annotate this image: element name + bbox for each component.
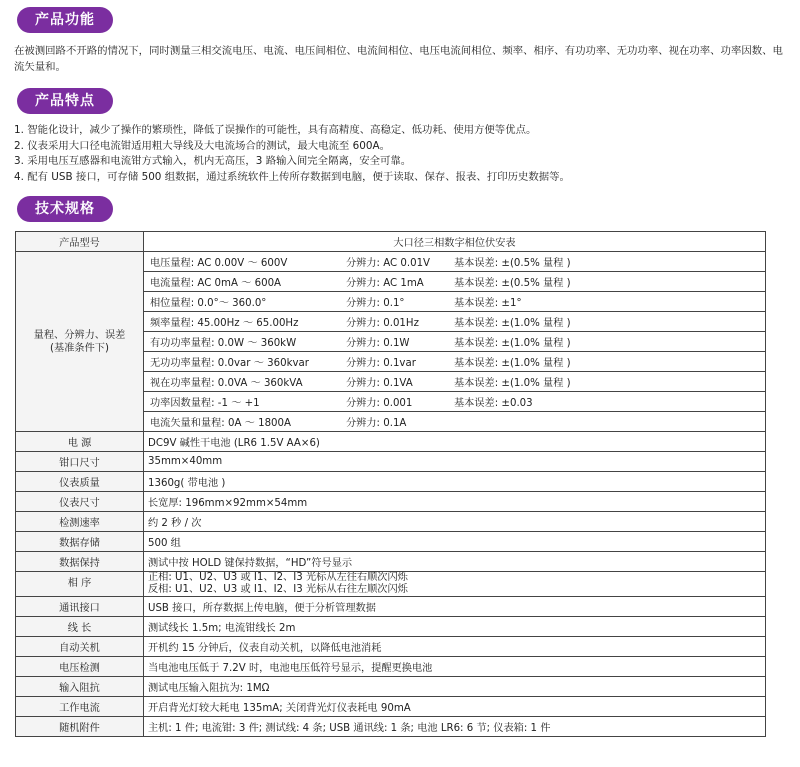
measurement-fields <box>150 272 761 291</box>
measurement-resolution: 分辨力: 0.1VA <box>346 378 413 389</box>
measurement-resolution: 分辨力: 0.1A <box>346 418 407 429</box>
spec-value: 测试线长 1.5m; 电流钳线长 2m <box>144 617 766 637</box>
spec-label: 自动关机 <box>16 637 144 657</box>
table-row <box>16 472 766 492</box>
spec-value: 测试电压输入阻抗为: 1MΩ <box>144 677 766 697</box>
feature-item: 3. 采用电压互感器和电流钳方式输入，机内无高压，3 路输入间完全隔离，安全可靠。 <box>14 155 412 167</box>
spec-value: USB 接口，所存数据上传电脑，便于分析管理数据 <box>144 597 766 617</box>
measurement-cell <box>144 312 766 332</box>
spec-value: 长宽厚: 196mm×92mm×54mm <box>144 492 766 512</box>
spec-label: 输入阻抗 <box>16 677 144 697</box>
phase-sequence-line: 正相: U1、U2、U3 或 I1、I2、I3 光标从左往右顺次闪烁 <box>148 572 408 583</box>
measurement-error: 基本误差: ±(1.0% 量程 ) <box>454 358 571 369</box>
spec-value: 约 2 秒 / 次 <box>144 512 766 532</box>
table-row <box>16 492 766 512</box>
spec-label: 工作电流 <box>16 697 144 717</box>
measurement-error: 基本误差: ±(0.5% 量程 ) <box>454 278 571 289</box>
measurement-resolution: 分辨力: 0.01Hz <box>346 318 419 329</box>
measurement-fields <box>150 372 761 391</box>
spec-table <box>15 231 766 737</box>
table-row <box>16 657 766 677</box>
spec-label: 线 长 <box>16 617 144 637</box>
measurement-cell <box>144 252 766 272</box>
features-list <box>14 123 786 185</box>
measurement-resolution: 分辨力: AC 1mA <box>346 278 424 289</box>
spec-label: 电压检测 <box>16 657 144 677</box>
measurement-row <box>16 252 766 272</box>
section-title-spec: 技术规格 <box>17 196 113 222</box>
measurement-cell <box>144 372 766 392</box>
table-row <box>16 717 766 737</box>
phase-sequence-value <box>144 572 766 597</box>
measurement-fields <box>150 352 761 371</box>
table-row <box>16 552 766 572</box>
spec-value: 当电池电压低于 7.2V 时，电池电压低符号显示，提醒更换电池 <box>144 657 766 677</box>
measurement-error: 基本误差: ±0.03 <box>454 398 533 409</box>
measurement-resolution: 分辨力: 0.001 <box>346 398 413 409</box>
spec-label: 钳口尺寸 <box>16 452 144 472</box>
phase-sequence-line: 反相: U1、U2、U3 或 I1、I2、I3 光标从右往左顺次闪烁 <box>148 584 408 595</box>
feature-item: 4. 配有 USB 接口，可存储 500 组数据，通过系统软件上传所存数据到电脑，便于读取、保存、报表、打印历史数据等。 <box>14 170 570 183</box>
section-title-function: 产品功能 <box>17 7 113 33</box>
measurement-resolution: 分辨力: 0.1W <box>346 338 410 349</box>
spec-value: 500 组 <box>144 532 766 552</box>
table-row <box>16 452 766 472</box>
table-row <box>16 512 766 532</box>
measurement-range: 视在功率量程: 0.0VA ～ 360kVA <box>150 378 303 389</box>
measurement-range: 电流矢量和量程: 0A ～ 1800A <box>150 418 291 429</box>
measurement-resolution: 分辨力: AC 0.01V <box>346 258 431 269</box>
spec-label: 数据存储 <box>16 532 144 552</box>
spec-value: 主机: 1 件; 电流钳: 3 件; 测试线: 4 条; USB 通讯线: 1 条; 电池 LR6: 6 节; 仪表箱: 1 件 <box>144 717 766 737</box>
spec-label: 检测速率 <box>16 512 144 532</box>
function-description: 在被测回路不开路的情况下，同时测量三相交流电压、电流、电压间相位、电流间相位、电压电流间相位、频率、相序、有功功率、无功功率、视在功率、功率因数、电流矢量和。 <box>14 45 783 73</box>
spec-label: 仪表质量 <box>16 472 144 492</box>
table-row <box>16 697 766 717</box>
measurement-range: 有功功率量程: 0.0W ～ 360kW <box>150 338 297 349</box>
measurement-cell <box>144 272 766 292</box>
spec-value: 开机约 15 分钟后，仪表自动关机，以降低电池消耗 <box>144 637 766 657</box>
spec-value: 35mm×40mm <box>144 452 766 472</box>
table-row <box>16 637 766 657</box>
measurement-cell <box>144 392 766 412</box>
measurement-range: 频率量程: 45.00Hz ～ 65.00Hz <box>150 318 299 329</box>
measurement-cell <box>144 292 766 312</box>
spec-label: 电 源 <box>16 432 144 452</box>
measurement-error: 基本误差: ±(1.0% 量程 ) <box>454 318 571 329</box>
spec-label: 随机附件 <box>16 717 144 737</box>
table-row <box>16 232 766 252</box>
model-label: 产品型号 <box>16 232 144 252</box>
feature-item: 1. 智能化设计，减少了操作的繁琐性，降低了误操作的可能性，具有高精度、高稳定、低功耗、使用方便等优点。 <box>14 124 537 136</box>
table-row <box>16 432 766 452</box>
measurement-cell <box>144 412 766 432</box>
table-row <box>16 617 766 637</box>
measurement-cell <box>144 352 766 372</box>
measurement-fields <box>150 252 761 271</box>
measurement-error: 基本误差: ±(1.0% 量程 ) <box>454 338 571 349</box>
spec-value: 开启背光灯较大耗电 135mA; 关闭背光灯仪表耗电 90mA <box>144 697 766 717</box>
feature-item: 2. 仪表采用大口径电流钳适用粗大导线及大电流场合的测试，最大电流至 600A。 <box>14 139 390 152</box>
spec-label: 通讯接口 <box>16 597 144 617</box>
table-row <box>16 597 766 617</box>
measurement-range: 相位量程: 0.0°～ 360.0° <box>150 298 267 309</box>
table-row <box>16 677 766 697</box>
spec-value: 1360g( 带电池 ) <box>144 472 766 492</box>
measurement-error: 基本误差: ±(0.5% 量程 ) <box>454 258 571 269</box>
measurement-range: 功率因数量程: -1 ～ +1 <box>150 398 260 409</box>
model-value: 大口径三相数字相位伏安表 <box>144 232 766 252</box>
measurement-fields <box>150 392 761 411</box>
section-title-features: 产品特点 <box>17 88 113 114</box>
measurement-cell <box>144 332 766 352</box>
measurement-resolution: 分辨力: 0.1° <box>346 298 405 309</box>
table-row <box>16 532 766 552</box>
measurement-error: 基本误差: ±(1.0% 量程 ) <box>454 378 571 389</box>
spec-value: 测试中按 HOLD 键保持数据，“HD”符号显示 <box>144 552 766 572</box>
spec-label: 仪表尺寸 <box>16 492 144 512</box>
phase-sequence-label: 相 序 <box>16 572 144 597</box>
measurement-error: 基本误差: ±1° <box>454 298 522 309</box>
phase-sequence-row <box>16 572 766 597</box>
measurement-resolution: 分辨力: 0.1var <box>346 358 416 369</box>
measurement-fields <box>150 412 761 431</box>
measurement-fields <box>150 332 761 351</box>
measurement-range: 电流量程: AC 0mA ～ 600A <box>150 278 282 289</box>
measurement-fields <box>150 292 761 311</box>
measurement-fields <box>150 312 761 331</box>
measurement-range: 无功功率量程: 0.0var ～ 360kvar <box>150 358 309 369</box>
spec-label: 数据保持 <box>16 552 144 572</box>
spec-value: DC9V 碱性干电池 (LR6 1.5V AA×6) <box>144 432 766 452</box>
measurement-range: 电压量程: AC 0.00V ～ 600V <box>150 258 288 269</box>
range-resolution-error-label: 量程、分辨力、误差 (基准条件下) <box>16 252 144 432</box>
